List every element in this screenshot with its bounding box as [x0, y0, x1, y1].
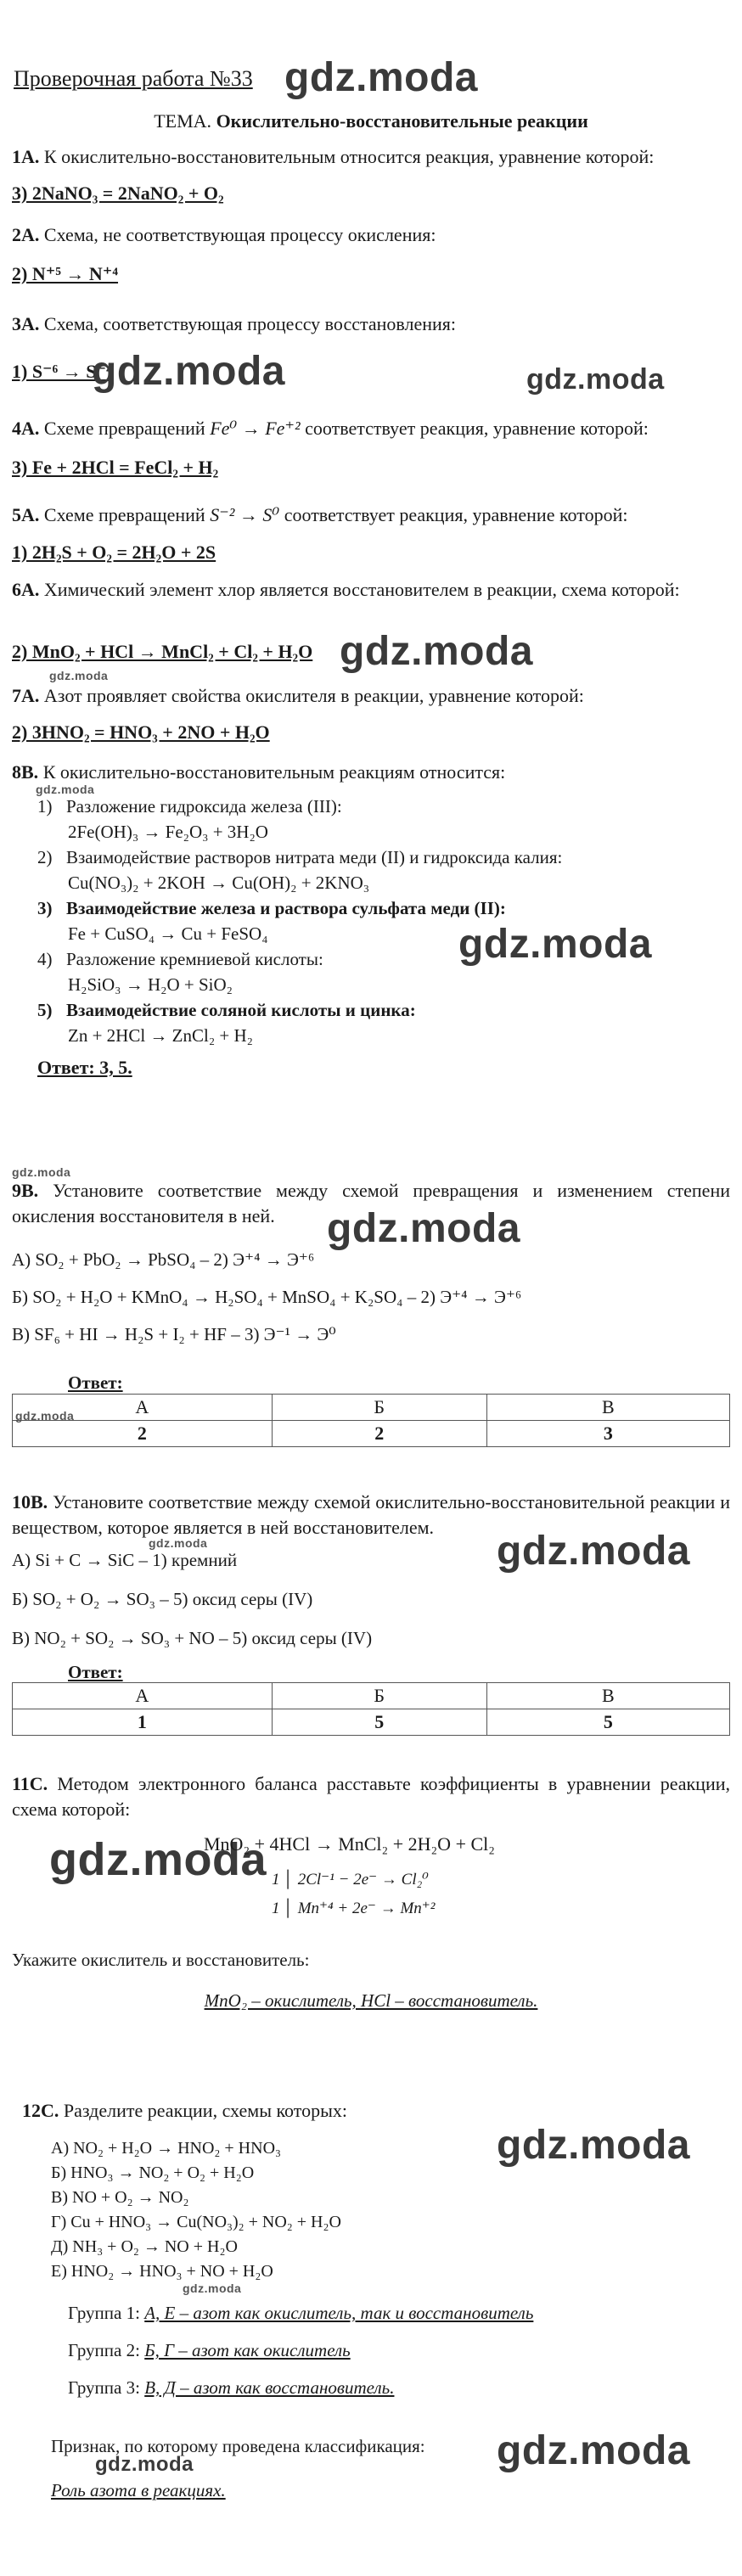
question-7 — [12, 683, 730, 709]
matching-row: В) SF₆ + HI → H₂S + I₂ + HF – 3) Э⁻¹ → Э⁰ — [12, 1324, 336, 1344]
matching-row: А) Si + C → SiC – 1) кремний — [12, 1550, 238, 1570]
question-3 — [12, 311, 730, 337]
answer-1: 3) 2NaNO₃ = 2NaNO₂ + O₂ — [12, 182, 224, 204]
question-number: 2А. — [12, 224, 40, 245]
question-text: Азот проявляет свойства окислителя в реакции, уравнение которой: — [43, 685, 584, 706]
group-label: Группа 2: — [68, 2340, 140, 2360]
question-12 — [22, 2098, 718, 2124]
question-1 — [12, 144, 730, 170]
question-number: 5А. — [12, 504, 40, 525]
table-cell: 3 — [486, 1421, 729, 1447]
question-number: 6А. — [12, 579, 40, 600]
group-row — [68, 2332, 533, 2369]
answer-8: Ответ: 3, 5. — [37, 1057, 132, 1078]
list-item: 2) Взаимодействие растворов нитрата меди (II) и гидроксида калия: — [37, 847, 563, 867]
page-title: Проверочная работа №33 — [14, 66, 253, 91]
answer-11: MnO₂ – окислитель, HCl – восстановитель. — [204, 1990, 538, 2011]
watermark: gdz.moda — [458, 922, 652, 967]
watermark: gdz.moda — [526, 363, 665, 396]
table-cell: 5 — [272, 1709, 486, 1736]
question-number: 12С. — [22, 2100, 59, 2121]
matching-row: Б) SO₂ + O₂ → SO₃ – 5) оксид серы (IV) — [12, 1589, 313, 1609]
reaction-row: Е) HNO₂ → HNO₃ + NO + H₂O — [51, 2262, 273, 2281]
watermark-small: gdz.moda — [183, 2281, 242, 2295]
answer-label: Ответ: — [68, 1372, 123, 1393]
list-item-equation: 2Fe(OH)₃ → Fe₂O₃ + 3H₂O — [68, 822, 268, 842]
oxidation-scheme: S⁻² → S⁰ — [210, 504, 280, 525]
question-number: 4А. — [12, 418, 40, 439]
question-number: 3А. — [12, 313, 40, 334]
matching-rows — [12, 1241, 521, 1353]
question-text-before: Схеме превращений — [43, 418, 205, 439]
table-cell: 5 — [486, 1709, 729, 1736]
answer-4: 3) Fe + 2HCl = FeCl₂ + H₂ — [12, 457, 219, 478]
group-row — [68, 2369, 533, 2406]
question-text: Установите соответствие между схемой окислительно-восстановительной реакции и веществом, которое является в ней восстановителем. — [12, 1491, 731, 1538]
question-number: 11С. — [12, 1773, 48, 1794]
reactions-list — [51, 2136, 341, 2284]
group-value: А, Е – азот как окислитель, так и восстановитель — [144, 2303, 534, 2323]
question-number: 8В. — [12, 761, 39, 783]
table-header: Б — [272, 1395, 486, 1421]
answer-5: 1) 2H₂S + O₂ = 2H₂O + 2S — [12, 542, 216, 563]
reaction-row: Г) Cu + HNO₃ → Cu(NO₃)₂ + NO₂ + H₂O — [51, 2213, 341, 2231]
topic-text: Окислительно-восстановительные реакции — [216, 110, 588, 132]
list-item-equation: Fe + CuSO₄ → Cu + FeSO₄ — [68, 923, 268, 944]
table-cell: 1 — [13, 1709, 273, 1736]
question-text: Схема, не соответствующая процессу окисления: — [43, 224, 436, 245]
group-value: Б, Г – азот как окислитель — [144, 2340, 351, 2360]
watermark: gdz.moda — [497, 2123, 690, 2168]
question-number: 10В. — [12, 1491, 48, 1512]
group-label: Группа 1: — [68, 2303, 140, 2323]
list-item-equation: Cu(NO₃)₂ + 2KOH → Cu(OH)₂ + 2KNO₃ — [68, 873, 370, 893]
question-text-before: Схеме превращений — [43, 504, 205, 525]
question-6 — [12, 577, 730, 603]
topic-prefix: ТЕМА. — [154, 110, 212, 132]
watermark-small: gdz.moda — [49, 669, 109, 682]
matching-rows — [12, 1541, 372, 1658]
list-item: 4) Разложение кремниевой кислоты: — [37, 949, 323, 969]
watermark-small: gdz.moda — [15, 1409, 75, 1423]
list-item: 1) Разложение гидроксида железа (III): — [37, 796, 342, 817]
question-text: К окислительно-восстановительным относится реакция, уравнение которой: — [43, 146, 655, 167]
question-text: Схема, соответствующая процессу восстановления: — [43, 313, 457, 334]
table-header: А — [13, 1395, 273, 1421]
matching-row: А) SO₂ + PbO₂ → PbSO₄ – 2) Э⁺⁴ → Э⁺⁶ — [12, 1249, 315, 1270]
watermark: gdz.moda — [497, 2428, 690, 2473]
question-8 — [12, 760, 730, 785]
list-item-equation: H₂SiO₃ → H₂O + SiO₂ — [68, 974, 233, 995]
oxidation-scheme: Fe⁰ → Fe⁺² — [210, 418, 301, 439]
group-value: В, Д – азот как восстановитель. — [144, 2377, 395, 2398]
watermark: gdz.moda — [327, 1206, 520, 1251]
reaction-row: Д) NH₃ + O₂ → NO + H₂O — [51, 2237, 238, 2256]
balance-line: 1 │ 2Cl⁻¹ − 2e⁻ → Cl₂⁰ — [272, 1871, 429, 1889]
reaction-equation: MnO₂ + 4HCl → MnCl₂ + 2H₂O + Cl₂ — [204, 1833, 495, 1855]
watermark: gdz.moda — [95, 2453, 194, 2476]
matching-row: Б) SO₂ + H₂O + KMnO₄ → H₂SO₄ + MnSO₄ + K₂SO₄ – 2) Э⁺⁴ → Э⁺⁶ — [12, 1287, 522, 1307]
table-cell: 2 — [272, 1421, 486, 1447]
table-header: В — [486, 1395, 729, 1421]
question-text: Химический элемент хлор является восстановителем в реакции, схема которой: — [43, 579, 680, 600]
question-2 — [12, 222, 730, 248]
watermark: gdz.moda — [92, 349, 285, 394]
answer-table-9 — [12, 1394, 730, 1447]
matching-row: В) NO₂ + SO₂ → SO₃ + NO – 5) оксид серы (IV) — [12, 1628, 373, 1648]
reaction-row: Б) HNO₃ → NO₂ + O₂ + H₂O — [51, 2164, 255, 2182]
question-text-after: соответствует реакция, уравнение которой: — [284, 504, 628, 525]
answer-3: 1) S⁻⁶ → S⁻⁴ — [12, 361, 112, 382]
electron-balance — [272, 1866, 436, 1923]
watermark: gdz.moda — [49, 1834, 267, 1885]
question-number: 9В. — [12, 1180, 39, 1201]
reaction-row: В) NO + O₂ → NO₂ — [51, 2188, 189, 2207]
groups — [68, 2294, 533, 2406]
answer-6: 2) MnO₂ + HCl → MnCl₂ + Cl₂ + H₂O — [12, 641, 313, 662]
list-item: 3) Взаимодействие железа и раствора сульфата меди (II): — [37, 898, 506, 918]
table-cell: 2 — [13, 1421, 273, 1447]
table-header: В — [486, 1683, 729, 1709]
topic — [0, 110, 742, 132]
question-4 — [12, 416, 730, 441]
table-header: Б — [272, 1683, 486, 1709]
question-5 — [12, 502, 730, 528]
question-text: Разделите реакции, схемы которых: — [63, 2100, 347, 2121]
question-text: Методом электронного баланса расставьте коэффициенты в уравнении реакции, схема которой: — [12, 1773, 730, 1820]
group-row — [68, 2294, 533, 2332]
watermark: gdz.moda — [497, 1529, 690, 1574]
answer-2: 2) N⁺⁵ → N⁺⁴ — [12, 263, 119, 284]
watermark-small: gdz.moda — [149, 1536, 208, 1550]
watermark-small: gdz.moda — [12, 1165, 71, 1179]
group-label: Группа 3: — [68, 2377, 140, 2398]
list-item-equation: Zn + 2HCl → ZnCl₂ + H₂ — [68, 1025, 253, 1046]
balance-line: 1 │ Mn⁺⁴ + 2e⁻ → Mn⁺² — [272, 1900, 436, 1917]
prompt-text: Укажите окислитель и восстановитель: — [12, 1950, 310, 1970]
question-text: Установите соответствие между схемой превращения и изменением степени окисления восстановителя в ней. — [12, 1180, 730, 1226]
criterion-label: Признак, по которому проведена классификация: — [51, 2436, 425, 2456]
question-number: 1А. — [12, 146, 40, 167]
answer-7: 2) 3HNO₂ = HNO₃ + 2NO + H₂O — [12, 721, 270, 743]
table-header: А — [13, 1683, 273, 1709]
answer-label: Ответ: — [68, 1662, 123, 1682]
question-11 — [12, 1771, 730, 1822]
watermark: gdz.moda — [340, 629, 533, 674]
answer-table-10 — [12, 1682, 730, 1736]
watermark: gdz.moda — [284, 55, 478, 100]
criterion-answer: Роль азота в реакциях. — [51, 2480, 226, 2500]
list-item: 5) Взаимодействие соляной кислоты и цинка: — [37, 1000, 416, 1020]
reaction-row: А) NO₂ + H₂O → HNO₂ + HNO₃ — [51, 2139, 281, 2158]
question-number: 7А. — [12, 685, 40, 706]
watermark-small: gdz.moda — [36, 783, 95, 796]
question-text: К окислительно-восстановительным реакциям относится: — [42, 761, 506, 783]
question-text-after: соответствует реакция, уравнение которой: — [305, 418, 649, 439]
